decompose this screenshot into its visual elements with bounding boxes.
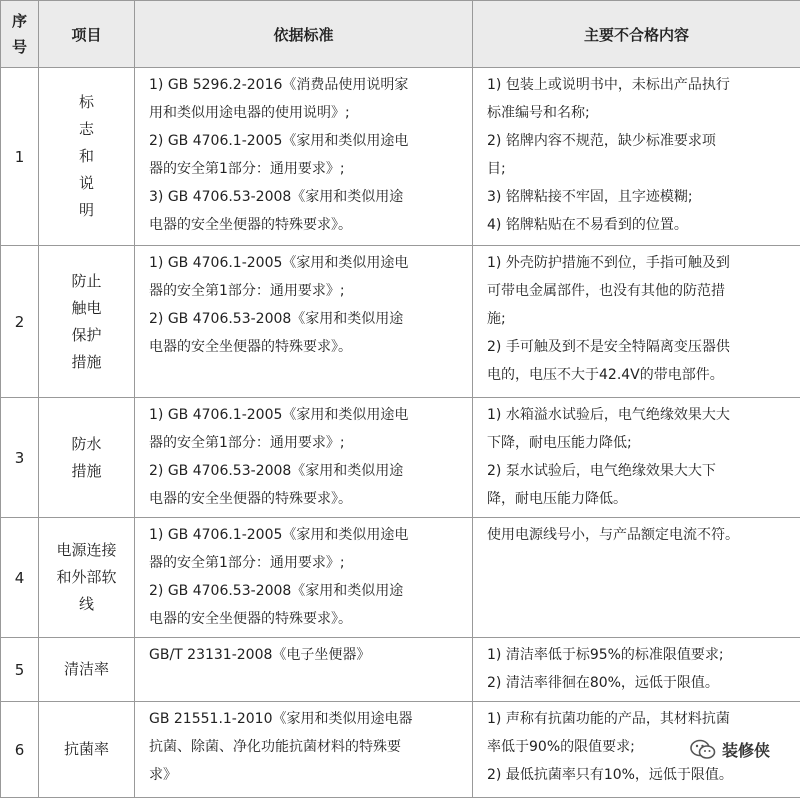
basis-cell bbox=[135, 246, 473, 398]
issue-cell-line: 4) 铭牌粘贴在不易看到的位置。 bbox=[487, 211, 792, 239]
watermark bbox=[686, 736, 774, 763]
basis-cell-line: 电器的安全坐便器的特殊要求》。 bbox=[149, 211, 464, 239]
item-cell-line: 清洁率 bbox=[39, 656, 134, 683]
issue-cell bbox=[473, 246, 800, 398]
item-cell bbox=[39, 702, 135, 798]
basis-cell-line: 2) GB 4706.1-2005《家用和类似用途电 bbox=[149, 127, 464, 155]
item-cell-line: 触电 bbox=[39, 295, 134, 322]
basis-cell-line: GB/T 23131-2008《电子坐便器》 bbox=[149, 641, 464, 669]
basis-cell-line: 电器的安全坐便器的特殊要求》。 bbox=[149, 485, 464, 513]
issue-cell-line: 1) 外壳防护措施不到位，手指可触及到 bbox=[487, 249, 792, 277]
item-cell-line: 志 bbox=[39, 116, 134, 143]
basis-cell-line: 电器的安全坐便器的特殊要求》。 bbox=[149, 333, 464, 361]
header-seq-line: 序 bbox=[1, 8, 38, 34]
item-cell-line: 和外部软 bbox=[39, 564, 134, 591]
basis-cell-line: GB 21551.1-2010《家用和类似用途电器 bbox=[149, 705, 464, 733]
item-cell-line: 防止 bbox=[39, 268, 134, 295]
issue-cell-line: 电的，电压不大于42.4V的带电部件。 bbox=[487, 361, 792, 389]
row-number: 5 bbox=[1, 638, 39, 702]
item-cell-line: 电源连接 bbox=[39, 537, 134, 564]
basis-cell bbox=[135, 398, 473, 518]
basis-cell-line: 1) GB 4706.1-2005《家用和类似用途电 bbox=[149, 401, 464, 429]
basis-cell bbox=[135, 638, 473, 702]
basis-cell bbox=[135, 518, 473, 638]
item-cell bbox=[39, 68, 135, 246]
row-number: 3 bbox=[1, 398, 39, 518]
item-cell bbox=[39, 246, 135, 398]
row-number: 4 bbox=[1, 518, 39, 638]
issue-cell-line: 1) 清洁率低于标95%的标准限值要求; bbox=[487, 641, 792, 669]
issue-cell-line: 使用电源线号小，与产品额定电流不符。 bbox=[487, 521, 792, 549]
item-cell-line: 措施 bbox=[39, 458, 134, 485]
issue-cell-line: 可带电金属部件，也没有其他的防范措 bbox=[487, 277, 792, 305]
basis-cell-line: 器的安全第1部分：通用要求》; bbox=[149, 429, 464, 457]
issue-cell-line: 2) 清洁率徘徊在80%，远低于限值。 bbox=[487, 669, 792, 697]
basis-cell-line: 2) GB 4706.53-2008《家用和类似用途 bbox=[149, 577, 464, 605]
issue-cell-line: 1) 水箱溢水试验后，电气绝缘效果大大 bbox=[487, 401, 792, 429]
item-cell-line: 抗菌率 bbox=[39, 736, 134, 763]
table-row bbox=[1, 68, 800, 246]
issue-cell-line: 施; bbox=[487, 305, 792, 333]
item-cell-line: 说 bbox=[39, 170, 134, 197]
item-cell-line: 防水 bbox=[39, 431, 134, 458]
basis-cell-line: 器的安全第1部分：通用要求》; bbox=[149, 155, 464, 183]
basis-cell bbox=[135, 68, 473, 246]
issue-cell-line: 率低于90%的限值要求; bbox=[487, 733, 792, 761]
item-cell-line: 线 bbox=[39, 591, 134, 618]
basis-cell-line: 器的安全第1部分：通用要求》; bbox=[149, 549, 464, 577]
header-item: 项目 bbox=[39, 1, 135, 68]
header-row bbox=[1, 1, 800, 68]
table-row bbox=[1, 398, 800, 518]
item-cell-line: 措施 bbox=[39, 349, 134, 376]
header-seq-line: 号 bbox=[1, 34, 38, 60]
table-row bbox=[1, 518, 800, 638]
item-cell-line: 明 bbox=[39, 197, 134, 224]
basis-cell-line: 用和类似用途电器的使用说明》; bbox=[149, 99, 464, 127]
basis-cell-line: 电器的安全坐便器的特殊要求》。 bbox=[149, 605, 464, 633]
basis-cell-line: 2) GB 4706.53-2008《家用和类似用途 bbox=[149, 457, 464, 485]
watermark-text: 装修侠 bbox=[722, 738, 770, 761]
header-issue: 主要不合格内容 bbox=[473, 1, 800, 68]
basis-cell-line: 2) GB 4706.53-2008《家用和类似用途 bbox=[149, 305, 464, 333]
issue-cell-line: 2) 铭牌内容不规范，缺少标准要求项 bbox=[487, 127, 792, 155]
row-number: 1 bbox=[1, 68, 39, 246]
item-cell-line: 保护 bbox=[39, 322, 134, 349]
basis-cell-line: 1) GB 5296.2-2016《消费品使用说明家 bbox=[149, 71, 464, 99]
issue-cell bbox=[473, 398, 800, 518]
issue-cell bbox=[473, 68, 800, 246]
issue-cell-line: 1) 包装上或说明书中，未标出产品执行 bbox=[487, 71, 792, 99]
basis-cell-line: 1) GB 4706.1-2005《家用和类似用途电 bbox=[149, 249, 464, 277]
item-cell-line: 标 bbox=[39, 89, 134, 116]
issue-cell-line: 2) 手可触及到不是安全特隔离变压器供 bbox=[487, 333, 792, 361]
issue-cell bbox=[473, 518, 800, 638]
issue-cell-line: 2) 最低抗菌率只有10%，远低于限值。 bbox=[487, 761, 792, 789]
item-cell bbox=[39, 398, 135, 518]
issue-cell-line: 下降，耐电压能力降低; bbox=[487, 429, 792, 457]
item-cell bbox=[39, 518, 135, 638]
wechat-icon bbox=[690, 739, 716, 761]
item-cell-line: 和 bbox=[39, 143, 134, 170]
issue-cell-line: 标准编号和名称; bbox=[487, 99, 792, 127]
basis-cell-line: 器的安全第1部分：通用要求》; bbox=[149, 277, 464, 305]
issue-cell-line: 目; bbox=[487, 155, 792, 183]
header-seq bbox=[1, 1, 39, 68]
row-number: 6 bbox=[1, 702, 39, 798]
issue-cell-line: 降，耐电压能力降低。 bbox=[487, 485, 792, 513]
row-number: 2 bbox=[1, 246, 39, 398]
basis-cell-line: 3) GB 4706.53-2008《家用和类似用途 bbox=[149, 183, 464, 211]
issue-cell-line: 3) 铭牌粘接不牢固，且字迹模糊; bbox=[487, 183, 792, 211]
issue-cell bbox=[473, 638, 800, 702]
header-basis: 依据标准 bbox=[135, 1, 473, 68]
issue-cell-line: 2) 泵水试验后，电气绝缘效果大大下 bbox=[487, 457, 792, 485]
table-row bbox=[1, 638, 800, 702]
table-row bbox=[1, 246, 800, 398]
basis-cell bbox=[135, 702, 473, 798]
basis-cell-line: 抗菌、除菌、净化功能抗菌材料的特殊要 bbox=[149, 733, 464, 761]
issue-cell-line: 1) 声称有抗菌功能的产品，其材料抗菌 bbox=[487, 705, 792, 733]
basis-cell-line: 1) GB 4706.1-2005《家用和类似用途电 bbox=[149, 521, 464, 549]
table-row bbox=[1, 702, 800, 798]
basis-cell-line: 求》 bbox=[149, 761, 464, 789]
item-cell bbox=[39, 638, 135, 702]
